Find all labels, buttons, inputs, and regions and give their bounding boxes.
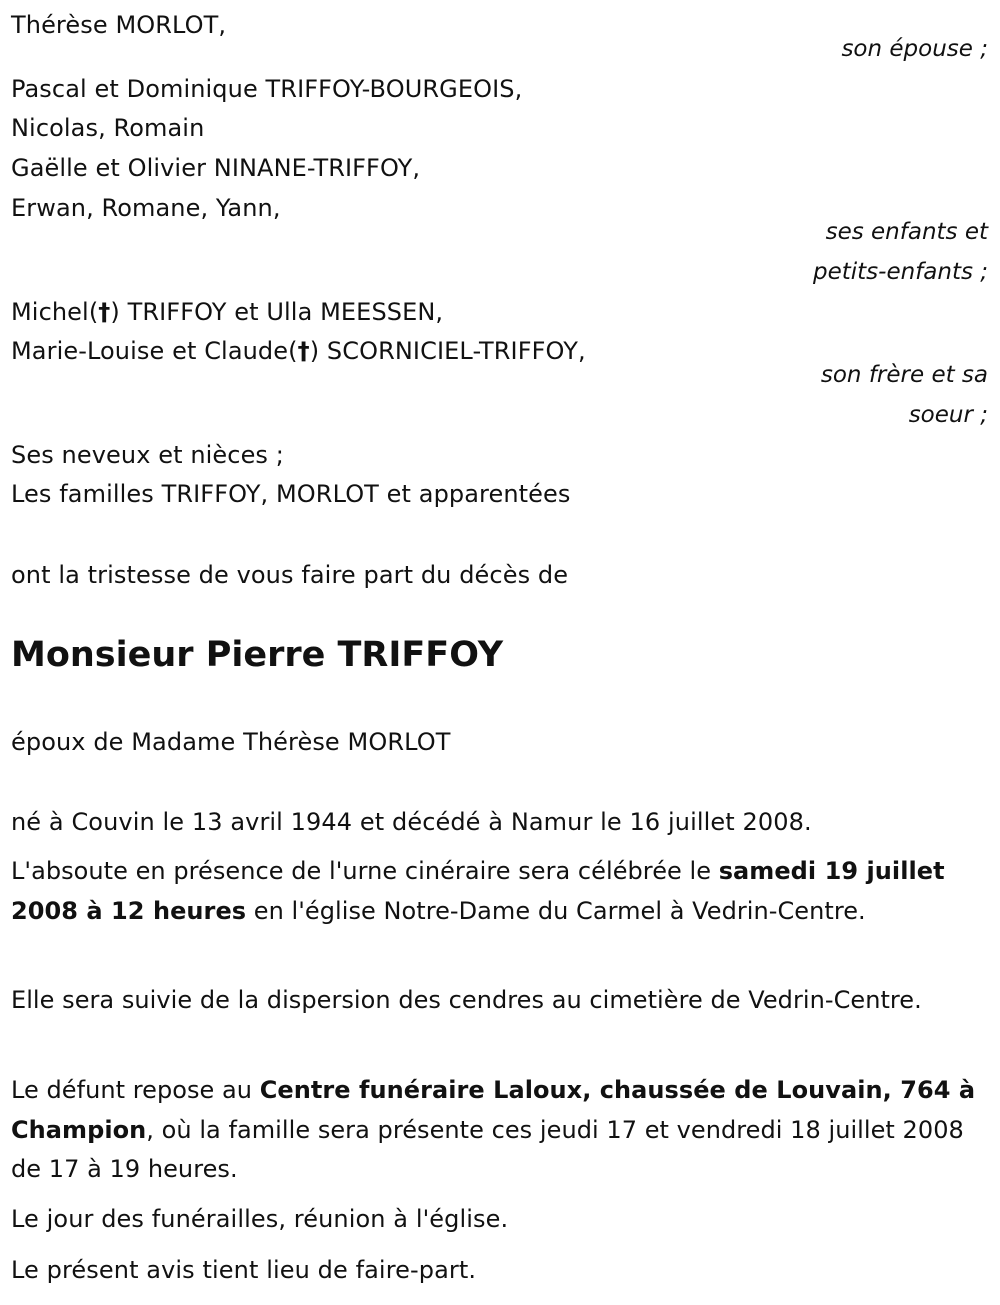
nephews-nieces: Ses neveux et nièces ; — [11, 441, 284, 469]
sibling-text: ) TRIFFOY et Ulla MEESSEN, — [110, 298, 444, 326]
repose-text: Le défunt repose au — [11, 1076, 260, 1104]
children-line-4: Erwan, Romane, Yann, — [11, 194, 281, 222]
children-line-3: Gaëlle et Olivier NINANE-TRIFFOY, — [11, 154, 421, 182]
sibling-text: Marie-Louise et Claude( — [11, 337, 298, 365]
birth-death-info: né à Couvin le 13 avril 1944 et décédé à Namur le 16 juillet 2008. — [11, 808, 812, 836]
notice-info: Le présent avis tient lieu de faire-part. — [11, 1256, 477, 1284]
cross-icon: † — [297, 337, 310, 365]
cross-icon: † — [98, 298, 111, 326]
spouse-relation: son épouse ; — [841, 36, 988, 62]
children-relation-1: ses enfants et — [825, 219, 988, 245]
deceased-spouse-of: époux de Madame Thérèse MORLOT — [11, 728, 451, 756]
children-line-1: Pascal et Dominique TRIFFOY-BOURGEOIS, — [11, 75, 523, 103]
announcement-text: ont la tristesse de vous faire part du décès de — [11, 561, 569, 589]
repose-paragraph — [11, 1071, 996, 1190]
repose-location: Centre funéraire Laloux, chaussée de Louvain, 764 à Champion — [11, 1076, 976, 1144]
ceremony-paragraph — [11, 852, 996, 931]
siblings-relation-1: son frère et sa — [820, 362, 988, 388]
siblings-line-1 — [11, 297, 443, 327]
repose-visiting-hours: , où la famille sera présente ces jeudi 17 et vendredi 18 juillet 2008 de 17 à 19 heures. — [11, 1115, 964, 1183]
spouse-name: Thérèse MORLOT, — [11, 11, 227, 39]
sibling-text: ) SCORNICIEL-TRIFFOY, — [309, 337, 586, 365]
siblings-relation-2: soeur ; — [908, 402, 988, 428]
ceremony-location: en l'église Notre-Dame du Carmel à Vedrin-Centre. — [246, 896, 866, 925]
ceremony-datetime: samedi 19 juillet 2008 à 12 heures — [11, 857, 945, 925]
families-line: Les familles TRIFFOY, MORLOT et apparentées — [11, 480, 571, 508]
deceased-name: Monsieur Pierre TRIFFOY — [11, 635, 504, 675]
siblings-line-2 — [11, 336, 586, 366]
ceremony-text: L'absoute en présence de l'urne cinéraire sera célébrée le — [11, 857, 719, 885]
sibling-text: Michel( — [11, 298, 99, 326]
dispersion-paragraph: Elle sera suivie de la dispersion des cendres au cimetière de Vedrin-Centre. — [11, 986, 922, 1014]
children-line-2: Nicolas, Romain — [11, 114, 205, 142]
children-relation-2: petits-enfants ; — [812, 259, 988, 285]
meeting-info: Le jour des funérailles, réunion à l'église. — [11, 1205, 509, 1233]
